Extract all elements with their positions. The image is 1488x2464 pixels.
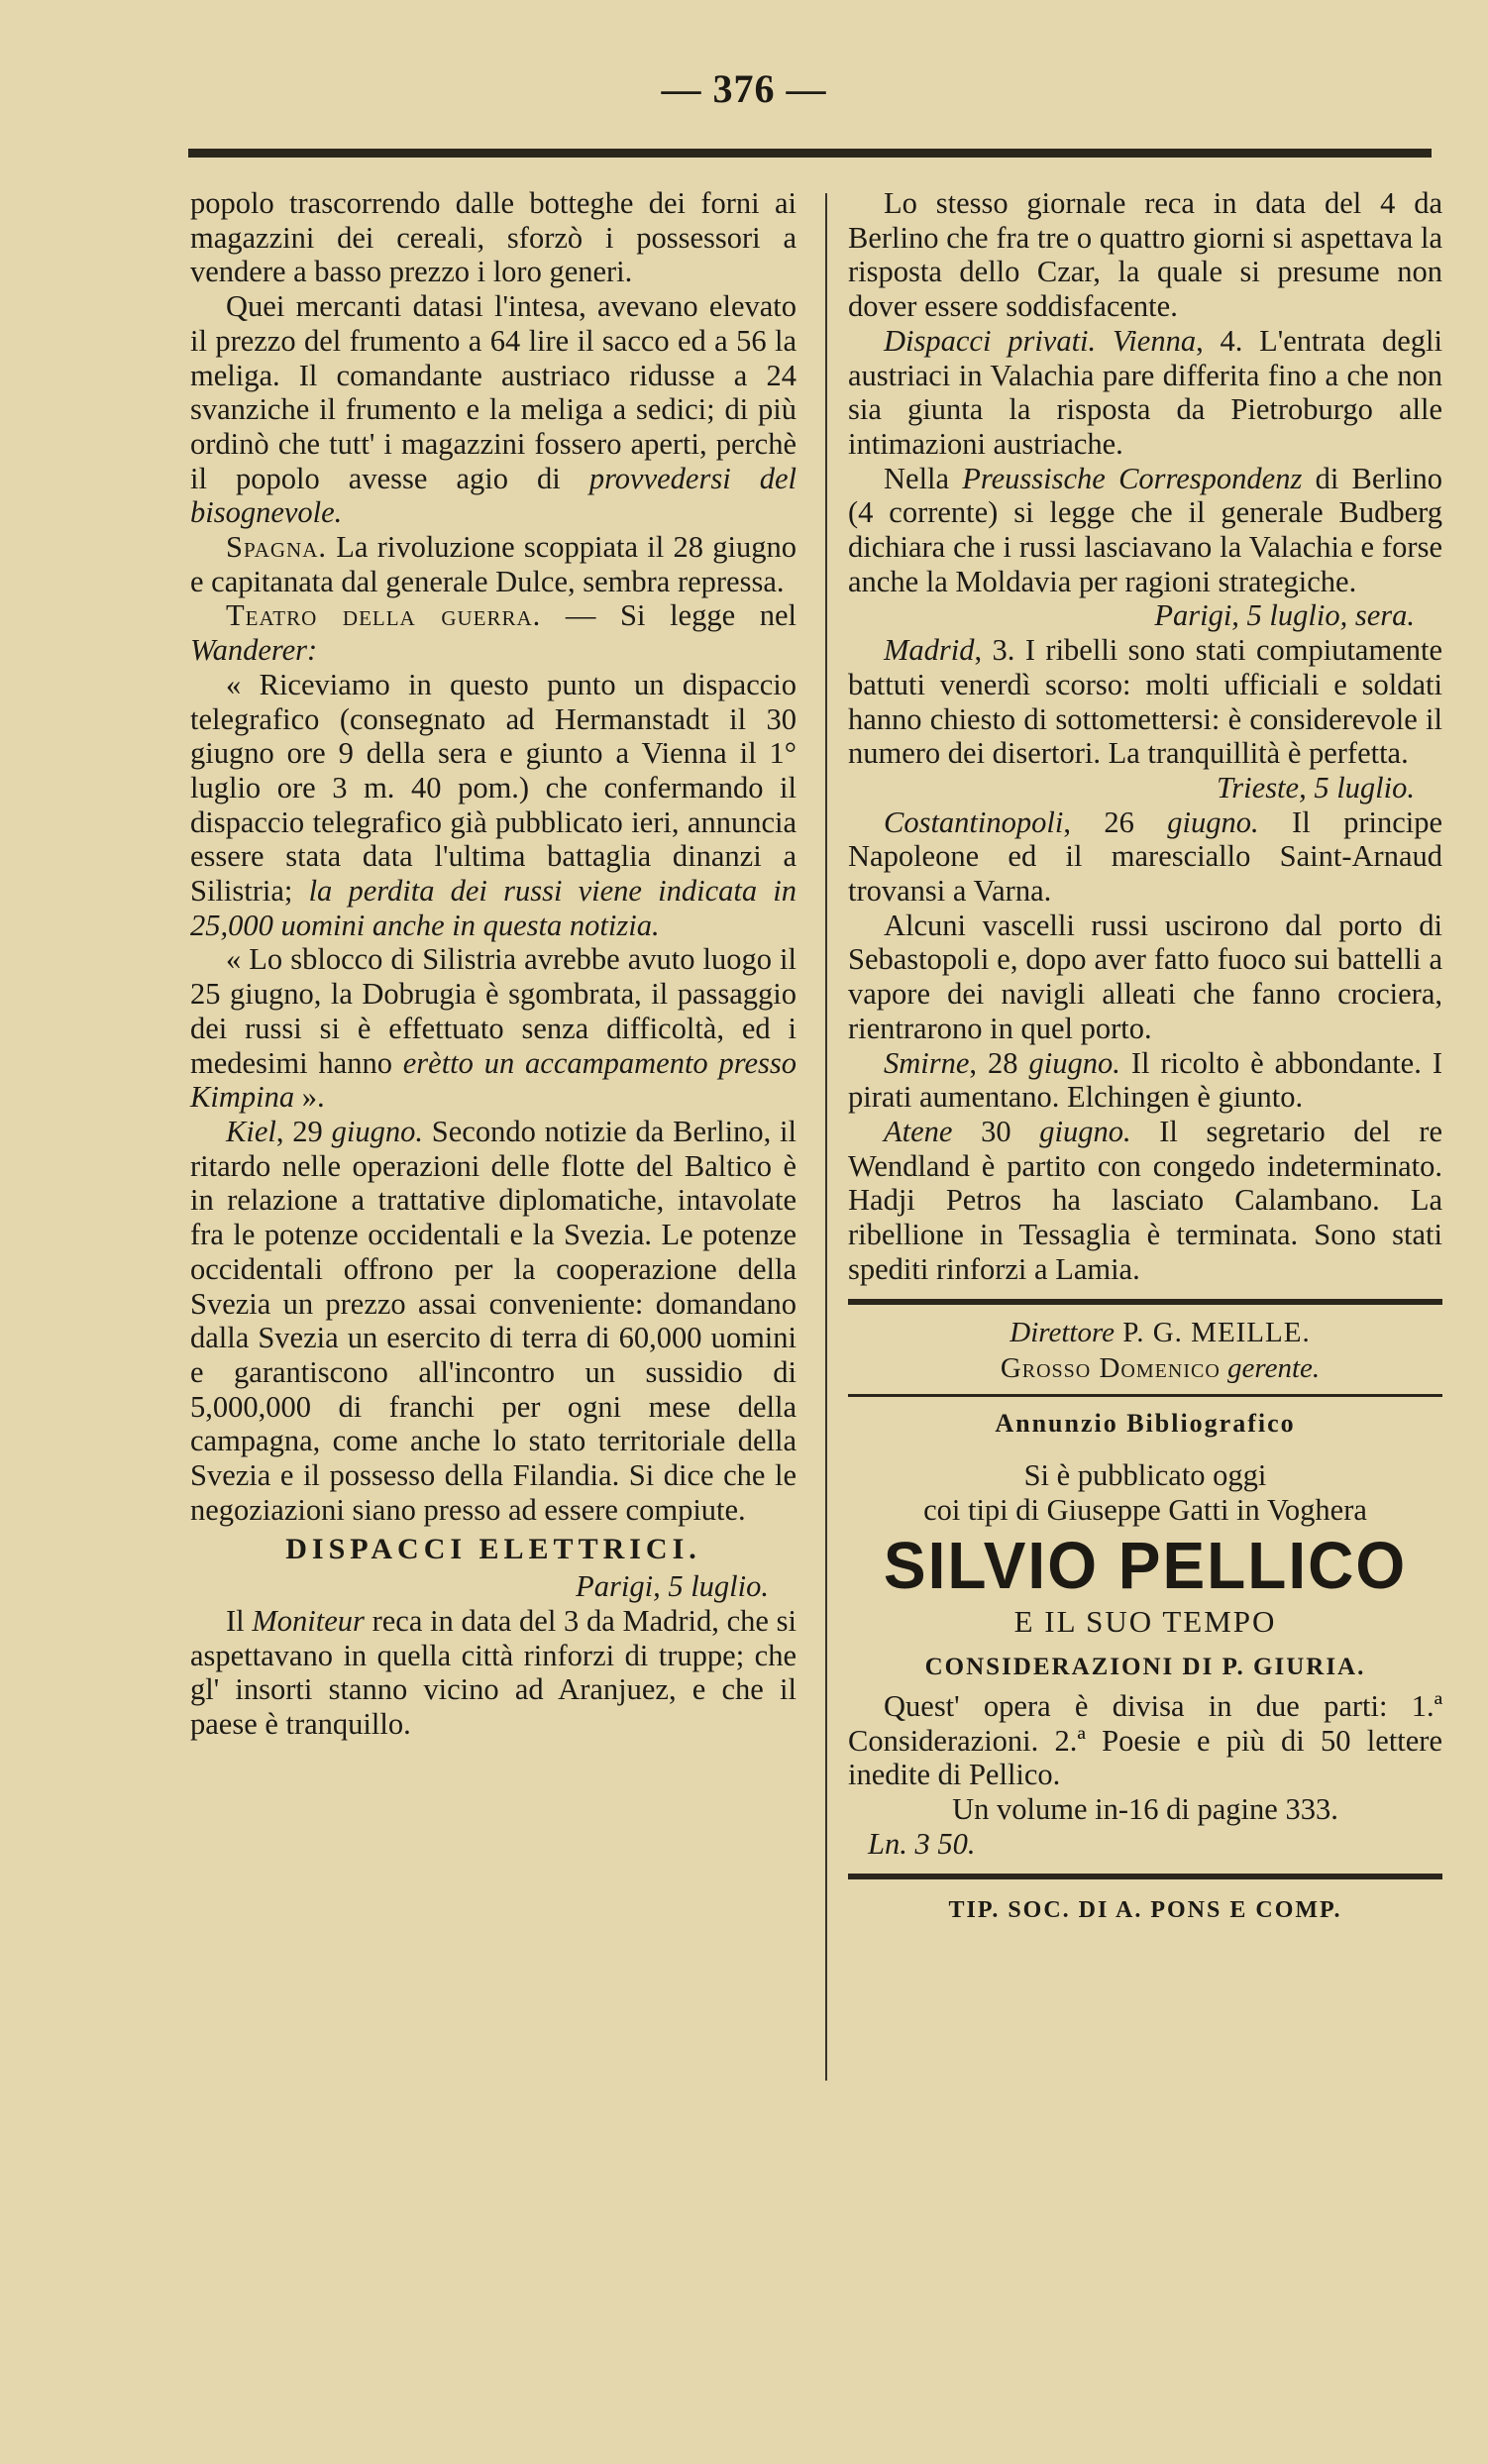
page-number: — 376 —: [661, 66, 827, 111]
book-subtitle: E IL SUO TEMPO: [1013, 1603, 1277, 1639]
dateline-trieste: Trieste, 5 luglio.: [1217, 770, 1415, 804]
paragraph-teatro: Teatro della guerra. — Si legge nel Wanderer:: [190, 598, 797, 668]
paragraph-dispacci-privati: Dispacci privati. Vienna, 4. L'entrata degli austriaci in Valachia pare differita fino a che non sia giunta la risposta da Pietroburgo alle intimazioni austriache.: [848, 323, 1443, 461]
right-column: [848, 186, 1442, 1927]
book-volume: Un volume in-16 di pagine 333.: [952, 1792, 1338, 1827]
separator-rule-thin: [848, 1394, 1442, 1397]
paragraph-popolo: popolo trascorrendo dalle botteghe dei forni ai magazzini dei cereali, sforzò i possessori a vendere a basso prezzo i loro generi.: [190, 186, 797, 289]
paragraph-spagna: Spagna. La rivoluzione scoppiata il 28 giugno e capitanata dal generale Dulce, sembra repressa.: [190, 530, 797, 598]
separator-rule-bottom: [848, 1874, 1442, 1879]
paragraph-preussische: Nella Preussische Correspondenz di Berlino (4 corrente) si legge che il generale Budberg dichiara che i russi lasciavano la Valachia e forse anche la Moldavia per ragioni strategiche.: [848, 461, 1442, 598]
printer-line: TIP. SOC. DI A. PONS E COMP.: [948, 1896, 1342, 1923]
dateline-parigi-sera: Parigi, 5 luglio, sera.: [1154, 598, 1415, 633]
paragraph-mercanti: Quei mercanti datasi l'intesa, avevano elevato il prezzo del frumento a 64 lire il sacco ed a 56 la meliga. Il comandante austriaco ridusse a 24 svanziche il frumento e la meliga a sedici; di più ordinò che tutt' i magazzini fossero aperti, perchè il popolo avesse agio di provvedersi del bisognevole.: [190, 289, 797, 530]
heading-dispacci-elettrici: DISPACCI ELETTRICI.: [285, 1533, 701, 1566]
paragraph-vascelli: Alcuni vascelli russi uscirono dal porto di Sebastopoli e, dopo aver fatto fuoco sui battelli a vapore dei navigli alleati che fanno crociera, rientrarono in quel porto.: [848, 908, 1442, 1045]
ad-line-published: Si è pubblicato oggi: [1023, 1458, 1267, 1493]
paragraph-quote-sblocco: « Lo sblocco di Silistria avrebbe avuto luogo il 25 giugno, la Dobrugia è sgombrata, il passaggio dei russi si è effettuato senza difficoltà, ed i medesimi hanno erètto un accampamento presso Kimpina ».: [190, 942, 797, 1115]
separator-rule: [848, 1299, 1442, 1305]
left-column: [190, 186, 797, 1742]
paragraph-costantinopoli: Costantinopoli, 26 giugno. Il principe Napoleone ed il maresciallo Saint-Arnaud trovansi a Varna.: [848, 804, 1443, 909]
paragraph-kiel: Kiel, 29 giugno. Secondo notizie da Berlino, il ritardo nelle operazioni delle flotte del Baltico è in relazione a trattative diplomatiche, intavolate fra le potenze occidentali e la Svezia. Le potenze occidentali offrono per la cooperazione della Svezia un prezzo assai conveniente: domandano dalla Svezia un esercito di terra di 60,000 uomini e garantiscono all'incontro un sussidio di 5,000,000 di franchi per ogni mese della campagna, come anche lo stato territoriale della Svezia e il possesso della Filandia. Si dice che le negoziazioni siano presso ad essere compiute.: [190, 1114, 797, 1527]
column-divider: [825, 193, 827, 2081]
paragraph-quote-silistria: « Riceviamo in questo punto un dispaccio telegrafico (consegnato ad Hermanstadt il 30 giugno ore 9 della sera e giunto a Vienna il 1° luglio ore 3 m. 40 pom.) che confermando il dispaccio telegrafico già pubblicato ieri, annuncia essere stata data l'ultima battaglia dinanzi a Silistria; la perdita dei russi viene indicata in 25,000 uomini anche in questa notizia.: [190, 667, 797, 942]
book-description: Quest' opera è divisa in due parti: 1.ª Considerazioni. 2.ª Poesie e più di 50 lettere inedite di Pellico.: [848, 1689, 1442, 1792]
direttore-line: Direttore P. G. MEILLE.: [1010, 1316, 1311, 1348]
top-rule: [188, 149, 1432, 158]
book-considerazioni: CONSIDERAZIONI DI P. GIURIA.: [924, 1654, 1366, 1681]
paragraph-madrid: Madrid, 3. I ribelli sono stati compiutamente battuti venerdì scorso: molti ufficiali e soldati hanno chiesto di sottomettersi: è considerevole il numero dei disertori. La tranquillità è perfetta.: [848, 633, 1442, 771]
book-price: Ln. 3 50.: [868, 1826, 976, 1861]
annunzio-heading: Annunzio Bibliografico: [995, 1408, 1296, 1438]
paragraph-moniteur: Il Moniteur reca in data del 3 da Madrid, che si aspettavano in quella città rinforzi di truppe; che gl' insorti stanno vicino ad Aranjuez, e che il paese è tranquillo.: [190, 1603, 797, 1741]
paragraph-giornale: Lo stesso giornale reca in data del 4 da Berlino che fra tre o quattro giorni si aspettava la risposta dello Czar, la quale si presume non dover essere soddisfacente.: [848, 186, 1442, 324]
dateline-parigi: Parigi, 5 luglio.: [576, 1569, 769, 1604]
gerente-line: Grosso Domenico gerente.: [1000, 1351, 1321, 1384]
ad-line-publisher: coi tipi di Giuseppe Gatti in Voghera: [923, 1492, 1367, 1527]
paragraph-smirne: Smirne, 28 giugno. Il ricolto è abbondante. I pirati aumentano. Elchingen è giunto.: [848, 1045, 1442, 1115]
book-title: SILVIO PELLICO: [883, 1527, 1408, 1603]
paragraph-atene: Atene 30 giugno. Il segretario del re Wendland è partito con congedo indeterminato. Hadji Petros ha lasciato Calambano. La ribellione in Tessaglia è terminata. Sono stati spediti rinforzi a Lamia.: [848, 1114, 1442, 1286]
